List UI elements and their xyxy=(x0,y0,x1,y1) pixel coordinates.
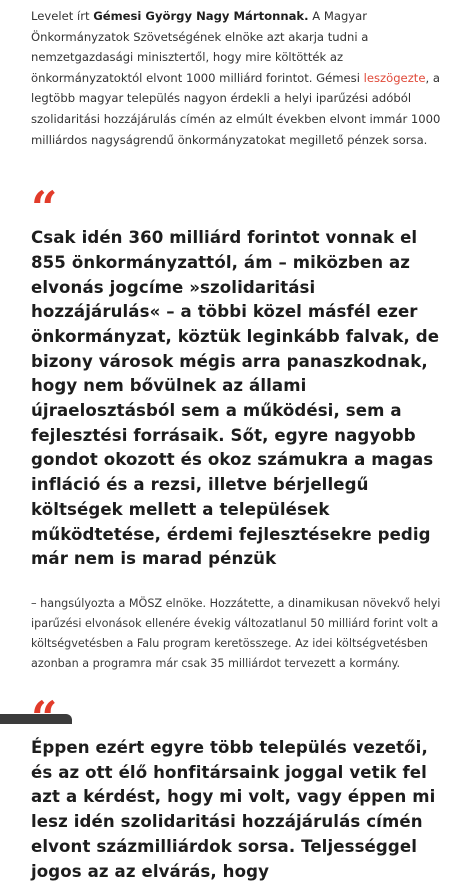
quote-mark-icon xyxy=(31,708,441,730)
intro-text-mid: A Magyar Önkormányzatok Szövetségének elnöke azt akarja tudni a nemzetgazdasági minisztertől, hogy mire költötték az önkormányzatoktól elvont 1000 milliárd forintot. Gémesi xyxy=(31,9,369,85)
intro-text-after: , a legtöbb magyar település nagyon érdekli a helyi iparűzési adóból szolidaritási hozzájárulás címén az elmúlt években elvont immár 1000 milliárdos nagyságrendű önkormányzatokat megillető pénzek sorsa. xyxy=(31,70,441,147)
quote-mark-icon: “ xyxy=(31,181,52,236)
after-quote-paragraph: – hangsúlyozta a MÖSZ elnöke. Hozzátette, a dinamikusan növekvő helyi iparűzési elvonások ellenére évekig változatlanul 50 milliárd forint volt a költségvetésben a Falu program keretösszege. Az idei költségvetésben azonban a programra már csak 35 milliárdot tervezett a kormány. xyxy=(31,597,441,670)
bottom-scroll-indicator xyxy=(0,714,72,724)
pull-quote-2: Éppen ezért egyre több település vezetői, és az ott élő honfitársaink joggal vetik fel azt a kérdést, hogy mi volt, vagy éppen mi lesz idén szolidaritási hozzájárulás címén elvont százmilliárdok sorsa. Teljességgel jogos az az elvárás, hogy xyxy=(31,738,436,881)
pull-quote-1: Csak idén 360 milliárd forintot vonnak el 855 önkormányzattól, ám – miközben az elvonás jogcíme »szolidaritási hozzájárulás« – a többi közel másfél ezer önkormányzat, köztük leginkább falvak, de bizony városok mégis arra panaszkodnak, hogy nem bővülnek az állami újraelosztásból sem a működési, sem a fejlesztési forrásaik. Sőt, egyre nagyobb gondot okozott és okoz számukra a magas infláció és a rezsi, illetve bérjellegű költségek mellett a települések működtetése, érdemi fejlesztésekre pedig már nem is marad pénzük xyxy=(31,228,440,569)
article-body xyxy=(31,0,441,884)
intro-text-before: Levelet írt xyxy=(31,9,94,23)
source-link[interactable]: leszögezte xyxy=(363,70,426,85)
person-name-bold: Gémesi György Nagy Mártonnak. xyxy=(93,9,309,23)
intro-paragraph xyxy=(31,0,441,150)
